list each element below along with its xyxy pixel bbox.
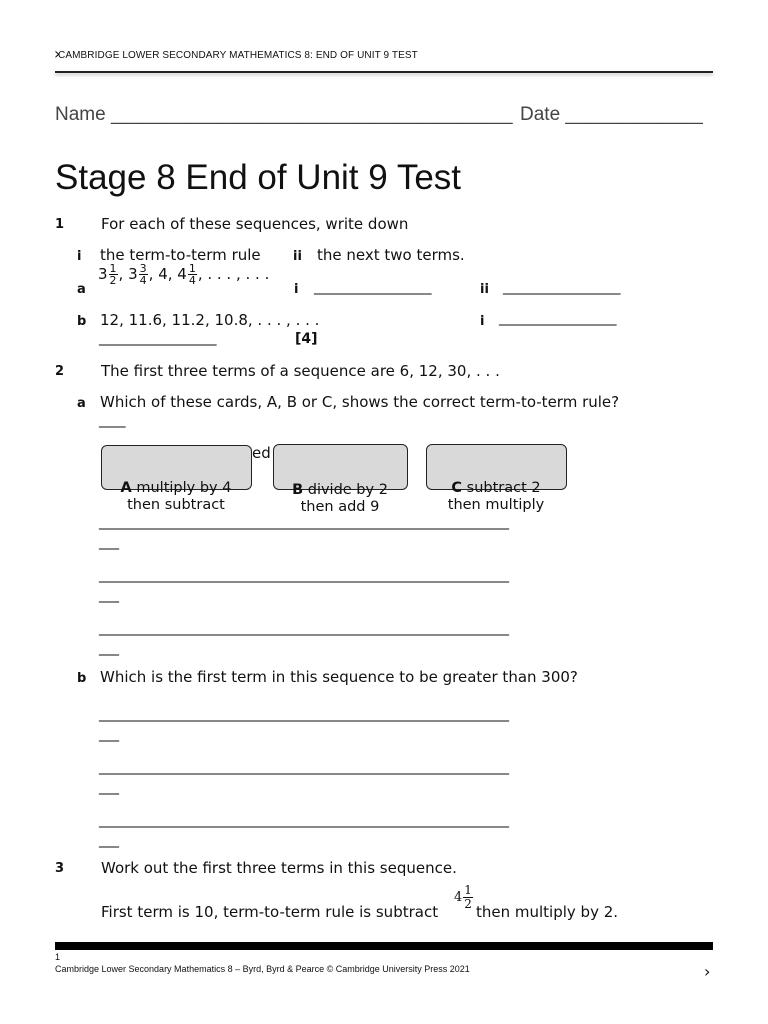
q1a-term3: 4 bbox=[158, 265, 168, 283]
running-header: CAMBRIDGE LOWER SECONDARY MATHEMATICS 8: END OF UNIT 9 TEST bbox=[58, 50, 418, 61]
q2a-answer-line[interactable]: _______________________________________________________________ bbox=[99, 514, 509, 530]
q1a-term1-fraction: $\frac{1}{2}$ bbox=[109, 262, 117, 287]
q2a-answer-tail: ___ bbox=[99, 640, 119, 656]
q3-prompt: Work out the first three terms in this sequence. bbox=[101, 859, 457, 877]
q1a-i-answer-line[interactable]: __________________ bbox=[314, 279, 431, 295]
q1b-ii-answer-line[interactable]: __________________ bbox=[99, 330, 216, 346]
q1a-ellipsis: , . . . , . . . bbox=[197, 265, 270, 283]
card-c-letter: C bbox=[451, 480, 463, 496]
q1-part-i-text: the term-to-term rule bbox=[100, 246, 261, 264]
corner-arrow-icon: › bbox=[54, 44, 61, 63]
q2b-answer-line[interactable]: _______________________________________________________________ bbox=[99, 759, 509, 775]
name-blank: ______________________________________ bbox=[110, 104, 513, 125]
q1-part-ii-label: ii bbox=[293, 249, 302, 264]
q2b-label: b bbox=[77, 671, 87, 686]
q1a-term2-whole: 3 bbox=[128, 265, 138, 283]
q1-marks: [4] bbox=[295, 331, 318, 347]
date-blank: _____________ bbox=[565, 104, 703, 125]
q2a-answer-tail: ___ bbox=[99, 534, 119, 550]
q1a-term4-whole: 4 bbox=[177, 265, 187, 283]
q2a-question: Which of these cards, A, B or C, shows the correct term-to-term rule? bbox=[100, 393, 620, 411]
date-label: Date bbox=[520, 104, 561, 125]
footer-bar bbox=[55, 942, 713, 950]
q2-prompt: The first three terms of a sequence are 6, 12, 30, . . . bbox=[101, 362, 500, 380]
q2a-label: a bbox=[77, 396, 86, 411]
q1a-ii-answer-line[interactable]: __________________ bbox=[503, 279, 620, 295]
q3-number: 3 bbox=[55, 861, 65, 876]
q1b-sequence: 12, 11.6, 11.2, 10.8, . . . , . . . bbox=[100, 311, 320, 329]
card-a-text: A multiply by 4 then subtract bbox=[120, 480, 232, 513]
q3-rule-start: First term is 10, term-to-term rule is subtract bbox=[101, 903, 439, 921]
q2a-answer-tail: ___ bbox=[99, 587, 119, 603]
q1b-i-answer-line[interactable]: __________________ bbox=[499, 310, 616, 326]
q1a-i-label: i bbox=[294, 282, 299, 297]
q2a-answer-line[interactable]: _______________________________________________________________ bbox=[99, 567, 509, 583]
q1b-label: b bbox=[77, 314, 87, 329]
q2b-question: Which is the first term in this sequence to be greater than 300? bbox=[100, 668, 578, 686]
q2a-short-line[interactable]: ____ bbox=[99, 412, 125, 428]
name-field[interactable] bbox=[55, 104, 513, 126]
card-a-letter: A bbox=[120, 480, 132, 496]
card-c-text: C subtract 2 then multiply bbox=[447, 480, 545, 513]
footer-credit: Cambridge Lower Secondary Mathematics 8 – Byrd, Byrd & Pearce © Cambridge University Press 2021 bbox=[55, 964, 470, 974]
q1-prompt: For each of these sequences, write down bbox=[101, 215, 409, 233]
q2b-answer-tail: ___ bbox=[99, 832, 119, 848]
next-page-arrow-icon[interactable]: › bbox=[704, 962, 711, 981]
q2a-answer-line[interactable]: _______________________________________________________________ bbox=[99, 620, 509, 636]
page-number: 1 bbox=[55, 952, 61, 962]
q1a-label: a bbox=[77, 282, 86, 297]
date-field[interactable] bbox=[520, 104, 703, 126]
q3-rule-end: then multiply by 2. bbox=[476, 903, 619, 921]
q1-part-i-label: i bbox=[77, 249, 82, 264]
q1a-term4-fraction: $\frac{1}{4}$ bbox=[188, 262, 196, 287]
q1-number: 1 bbox=[55, 217, 65, 232]
q3-mixed-fraction: 4 $\frac{1}{2}$ bbox=[454, 883, 472, 911]
q1-part-ii-text: the next two terms. bbox=[317, 246, 465, 264]
card-b-text: B divide by 2 then add 9 bbox=[292, 482, 388, 515]
q2b-answer-line[interactable]: _______________________________________________________________ bbox=[99, 706, 509, 722]
q1a-term2-fraction: $\frac{3}{4}$ bbox=[139, 262, 147, 287]
q1a-term1-whole: 3 bbox=[98, 265, 108, 283]
header-rule bbox=[55, 71, 713, 73]
name-label: Name bbox=[55, 104, 106, 125]
q1b-i-label: i bbox=[480, 314, 485, 329]
q2b-answer-tail: ___ bbox=[99, 726, 119, 742]
page-title: Stage 8 End of Unit 9 Test bbox=[55, 158, 462, 197]
q2a-hidden-fragment: ed bbox=[252, 444, 271, 462]
q2b-answer-line[interactable]: _______________________________________________________________ bbox=[99, 812, 509, 828]
q2-number: 2 bbox=[55, 364, 65, 379]
q1a-sequence: 3 $\frac{1}{2}$ , 3 $\frac{3}{4}$ , 4, 4 $\frac{1}{4}$ , . . . , . . . bbox=[98, 262, 270, 287]
q2b-answer-tail: ___ bbox=[99, 779, 119, 795]
card-b-letter: B bbox=[292, 482, 304, 498]
q1a-ii-label: ii bbox=[480, 282, 489, 297]
